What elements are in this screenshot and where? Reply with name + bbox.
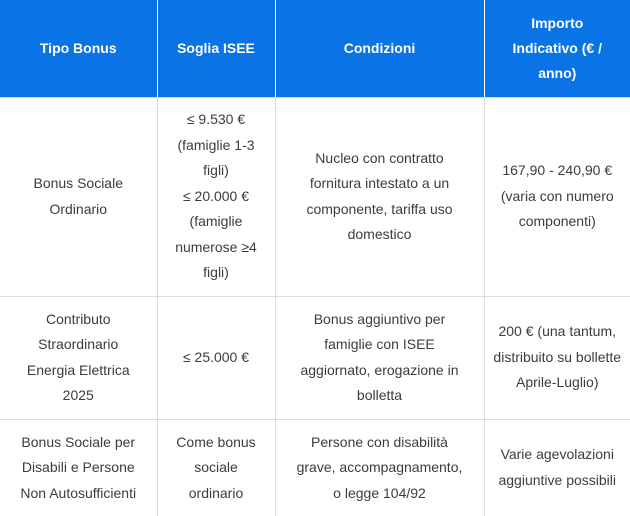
cell-soglia [157,97,275,296]
cell-soglia: ≤ 25.000 € [157,296,275,419]
table-header [0,0,630,97]
cell-importo: 167,90 - 240,90 € (varia con numero componenti) [484,97,630,296]
header-condizioni: Condizioni [275,0,484,97]
cell-soglia: Come bonus sociale ordinario [157,419,275,516]
header-tipo-bonus: Tipo Bonus [0,0,157,97]
cell-condizioni: Nucleo con contratto fornitura intestato a un componente, tariffa uso domestico [275,97,484,296]
soglia-line-2: ≤ 20.000 € (famiglie numerose ≥4 figli) [175,187,257,281]
cell-tipo: Bonus Sociale Ordinario [0,97,157,296]
table-row [0,97,630,296]
cell-tipo: Contributo Straordinario Energia Elettrica 2025 [0,296,157,419]
table-body [0,97,630,516]
header-row [0,0,630,97]
cell-importo: Varie agevolazioni aggiuntive possibili [484,419,630,516]
cell-importo: 200 € (una tantum, distribuito su bollette Aprile-Luglio) [484,296,630,419]
header-soglia-isee: Soglia ISEE [157,0,275,97]
table-row [0,419,630,516]
soglia-line-1: ≤ 9.530 € (famiglie 1-3 figli) [177,111,255,179]
table-row [0,296,630,419]
header-importo: Importo Indicativo (€ / anno) [484,0,630,97]
cell-condizioni: Bonus aggiuntivo per famiglie con ISEE aggiornato, erogazione in bolletta [275,296,484,419]
cell-tipo: Bonus Sociale per Disabili e Persone Non Autosufficienti [0,419,157,516]
cell-condizioni: Persone con disabilità grave, accompagnamento, o legge 104/92 [275,419,484,516]
